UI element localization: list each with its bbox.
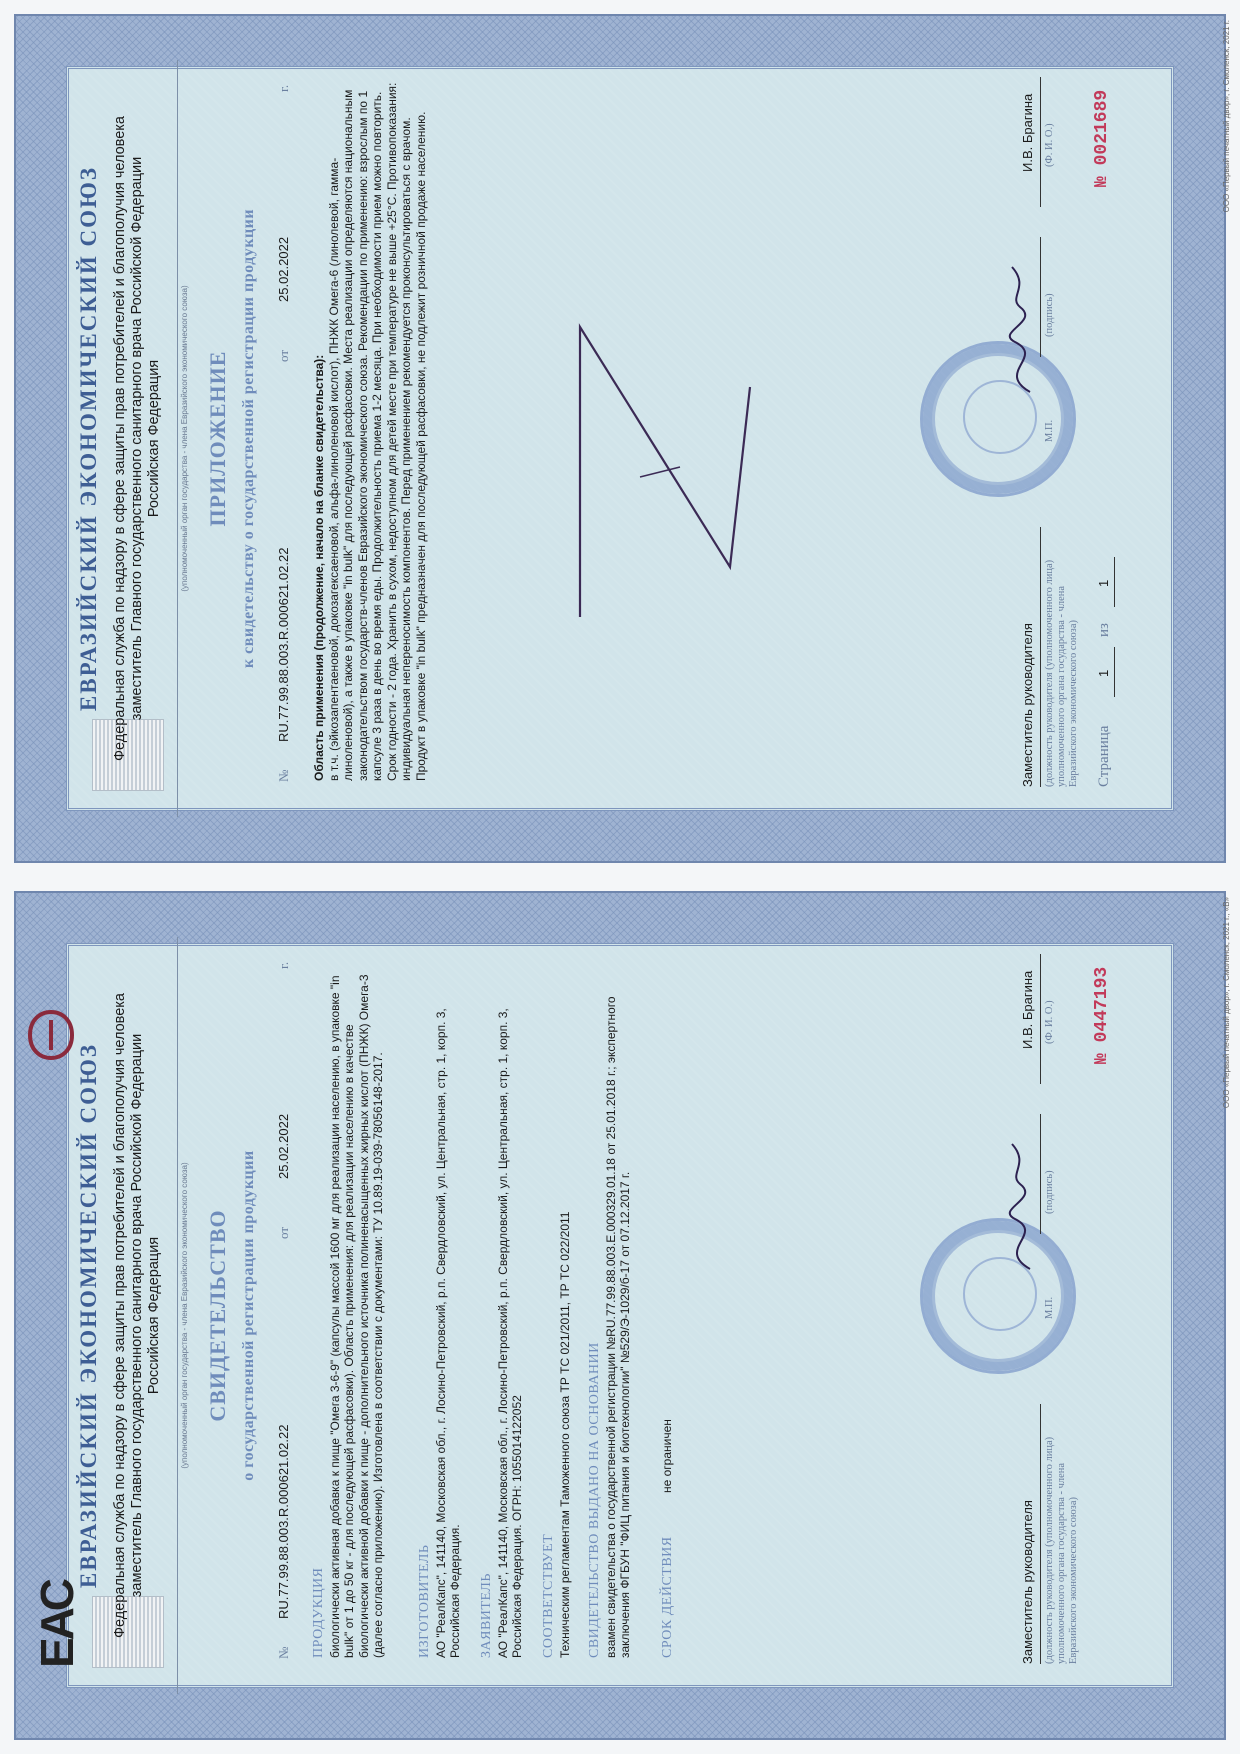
manufacturer-section — [418, 958, 463, 1658]
cancel-line-mark — [540, 307, 770, 627]
conforms-heading: СООТВЕТСТВУЕТ — [541, 1533, 556, 1658]
position-caption: (должность руководителя (уполномоченного лица) уполномоченного органа государства - члена Евразийского экономического союза) — [1044, 559, 1079, 787]
page-current: 1 — [1096, 669, 1111, 677]
scope-text: в т.ч. (эйкозапентаеновой, докозагексаеновой, альфа-линоленовой кислот), ПНЖК Омега-6 (линолевой, гамма-линоленовой), а также в упаковке "in bulk" для последующей расфасовки. Места реализации определяются национальным законодательством государств-членов Евразийского экономического союза. Рекомендации по применению: взрослым по 1 капсуле 3 раза в день во время еды. Продолжительность приема 1-2 месяца. При необходимости прием можно повторить. Срок годности - 2 года. Хранить в сухом, недоступном для детей месте при температуре не выше +25°С. Противопоказания: индивидуальная непереносимость компонентов. Перед применением рекомендуется проконсультироваться с врачом. Продукт в упаковке "in bulk" предназначен для последующей расфасовки, не подлежит розничной продаже населению. — [326, 82, 428, 781]
blank-number: № 0021689 — [1092, 89, 1112, 187]
year-suffix: г. — [276, 961, 291, 969]
annex-doc-title: ПРИЛОЖЕНИЕ — [205, 350, 230, 527]
blank-number: № 0447193 — [1092, 966, 1112, 1064]
printer-note: ООО «Первый печатный двор», г. Смоленск, 2021 г., «В» — [1222, 897, 1231, 1109]
annex-organ-caption: (уполномоченный орган государства - члена Евразийского экономического союза) — [180, 285, 189, 592]
manufacturer-text: АО "РеалКапс", 141140, Московская обл., г. Лосино-Петровский, р.п. Свердловский, ул. Центральная, стр. 1, корп. 3, Российская Федерация. — [433, 1008, 462, 1658]
signer-name: И.В. Брагина — [1020, 970, 1035, 1049]
page-underline — [1114, 647, 1115, 697]
basis-heading: СВИДЕТЕЛЬСТВО ВЫДАНО НА ОСНОВАНИИ — [587, 1342, 602, 1658]
registration-date: 25.02.2022 — [276, 236, 291, 302]
registration-date: 25.02.2022 — [276, 1113, 291, 1179]
agency-line: Федеральная служба по надзору в сфере защиты прав потребителей и благополучия человека — [112, 116, 128, 761]
certificate-doc-title: СВИДЕТЕЛЬСТВО — [205, 1209, 230, 1422]
validity-section — [660, 958, 676, 1658]
applicant-heading: ЗАЯВИТЕЛЬ — [479, 1573, 494, 1658]
product-heading: ПРОДУКЦИЯ — [311, 1567, 326, 1658]
annex-signature-block — [1020, 80, 1140, 787]
conforms-text: Техническим регламентам Таможенного союза ТР ТС 021/2011, ТР ТС 022/2011 — [557, 1211, 572, 1658]
position-caption: (должность руководителя (уполномоченного лица) уполномоченного органа государства - члена Евразийского экономического союза) — [1044, 1436, 1079, 1664]
certificate-union-title: ЕВРАЗИЙСКИЙ ЭКОНОМИЧЕСКИЙ СОЮЗ — [76, 1042, 101, 1589]
product-section — [312, 958, 386, 1658]
signature — [990, 1134, 1050, 1274]
stamp-caption: М.П. — [1044, 1296, 1055, 1319]
eurasian-union-emblem-icon — [22, 1006, 80, 1064]
certificate-organ-caption: (уполномоченный орган государства - члена Евразийского экономического союза) — [180, 1162, 189, 1469]
conforms-section — [542, 958, 572, 1658]
validity-heading: СРОК ДЕЙСТВИЯ — [660, 1536, 675, 1658]
annex-scope — [312, 81, 428, 781]
product-text: биологически активная добавка к пище "Омега 3-6-9" (капсулы массой 1600 мг для реализации населению, в упаковке "in bulk" от 1 до 50 кг - для последующей расфасовки). Область применения: для реализации населению в качестве биологически активной добавки к пище - дополнительного источника полиненасыщенных жирных кислот (ПНЖК) Омега-3 (далее согласно приложению). Изготовлена в соответствии с документами: ТУ 10.89.19-039-78056148-2017. — [327, 974, 385, 1658]
agency-line: заместитель Главного государственного санитарного врача Российской Федерации — [129, 156, 145, 721]
annex-agency — [112, 40, 163, 837]
annex-union-title: ЕВРАЗИЙСКИЙ ЭКОНОМИЧЕСКИЙ СОЮЗ — [76, 165, 101, 712]
position-underline — [1040, 527, 1041, 787]
certificate-doc-subtitle: о государственной регистрации продукции — [240, 1150, 257, 1481]
name-underline — [1040, 77, 1041, 207]
name-caption: (Ф. И. О.) — [1044, 1000, 1055, 1044]
certificate-agency — [112, 917, 163, 1714]
number-label: № — [276, 1646, 291, 1659]
printer-note: ООО «Первый печатный двор», г. Смоленск, 2021 г. — [1222, 20, 1231, 213]
position-underline — [1040, 1404, 1041, 1664]
registration-number: RU.77.99.88.003.R.000621.02.22 — [276, 547, 291, 742]
signature-caption: (подпись) — [1044, 1170, 1055, 1214]
organ-underline — [177, 60, 178, 817]
applicant-text: АО "РеалКапс", 141140, Московская обл., г. Лосино-Петровский, р.п. Свердловский, ул. Центральная, стр. 1, корп. 3, Российская Федерация. ОГРН: 1055014122052 — [495, 1008, 524, 1658]
annex-doc-subtitle: к свидетельству о государственной регистрации продукции — [240, 208, 257, 669]
date-label: от — [276, 349, 291, 362]
signer-position: Заместитель руководителя — [1020, 1500, 1035, 1664]
name-underline — [1040, 954, 1041, 1084]
registration-number: RU.77.99.88.003.R.000621.02.22 — [276, 1424, 291, 1619]
scope-heading: Область применения (продолжение, начало на бланке свидетельства): — [312, 354, 326, 781]
organ-underline — [177, 937, 178, 1694]
name-caption: (Ф. И. О.) — [1044, 123, 1055, 167]
basis-text: взамен свидетельства о государственной регистрации №RU.77.99.88.003.Е.000329.01.18 от 25.01.2018 г.; экспертного заключения ФГБУН "ФИЦ питания и биотехнологии" №529/Э-1029/б-17 от 07.12.2017 г. — [603, 996, 632, 1658]
applicant-section — [480, 958, 525, 1658]
certificate-signature-block — [1020, 957, 1140, 1664]
date-label: от — [276, 1226, 291, 1239]
basis-section — [588, 958, 633, 1658]
page-of: из — [1096, 623, 1112, 637]
agency-line: Российская Федерация — [146, 1236, 162, 1395]
manufacturer-heading: ИЗГОТОВИТЕЛЬ — [417, 1544, 432, 1658]
agency-line: заместитель Главного государственного санитарного врача Российской Федерации — [129, 1033, 145, 1598]
validity-value: не ограничен — [660, 1419, 674, 1494]
signer-position: Заместитель руководителя — [1020, 623, 1035, 787]
certificate-page — [0, 877, 1240, 1754]
signature-caption: (подпись) — [1044, 293, 1055, 337]
agency-line: Российская Федерация — [146, 359, 162, 518]
signature — [990, 257, 1050, 397]
year-suffix: г. — [276, 84, 291, 92]
eac-logo: ЕАС — [31, 1581, 83, 1668]
agency-line: Федеральная служба по надзору в сфере защиты прав потребителей и благополучия человека — [112, 993, 128, 1638]
signer-name: И.В. Брагина — [1020, 93, 1035, 172]
page-label: Страница — [1096, 725, 1112, 787]
certificate-sheet — [0, 877, 1240, 1754]
total-underline — [1114, 557, 1115, 607]
stamp-caption: М.П. — [1044, 419, 1055, 442]
number-label: № — [276, 769, 291, 782]
page-total: 1 — [1096, 579, 1111, 587]
